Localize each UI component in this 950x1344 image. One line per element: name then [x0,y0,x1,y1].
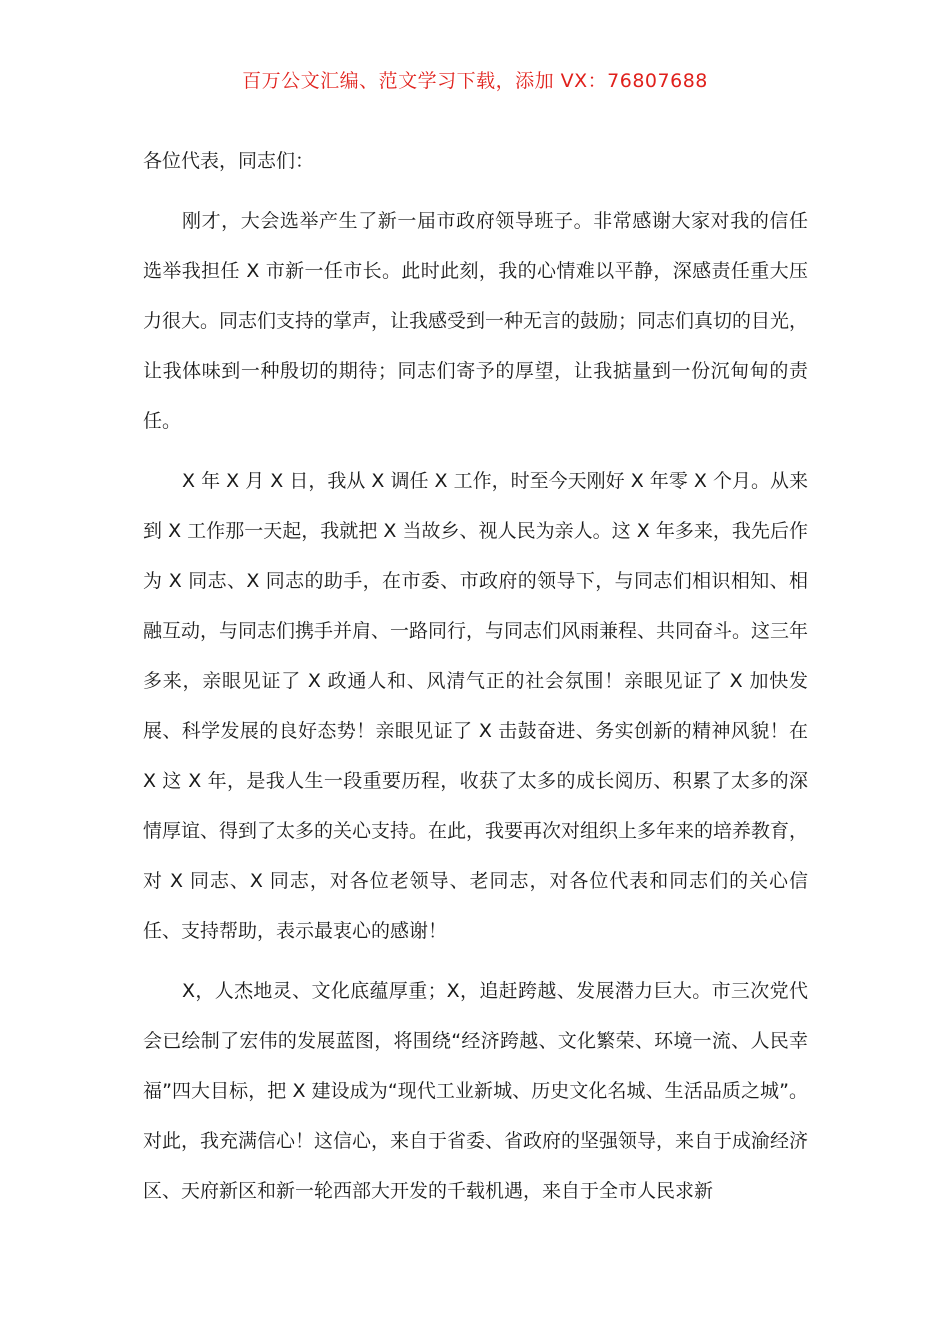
document-body [143,136,808,1226]
header-notice: 百万公文汇编、范文学习下载，添加 VX：76807688 [242,70,708,92]
paragraph-3: X，人杰地灵、文化底蕴厚重；X，追赶跨越、发展潜力巨大。市三次党代会已绘制了宏伟的发展蓝图，将围绕“经济跨越、文化繁荣、环境一流、人民幸福”四大目标，把 X 建设成为“现代工业新城、历史文化名城、生活品质之城”。对此，我充满信心！这信心，来自于省委、省政府的坚强领导，来自于成渝经济区、天府新区和新一轮西部大开发的千载机遇，来自于全市人民求新 [143,980,809,1202]
paragraph-2: X 年 X 月 X 日，我从 X 调任 X 工作，时至今天刚好 X 年零 X 个月。从来到 X 工作那一天起，我就把 X 当故乡、视人民为亲人。这 X 年多来，我先后作为 X 同志、X 同志的助手，在市委、市政府的领导下，与同志们相识相知、相融互动，与同志们携手并肩、一路同行，与同志们风雨兼程、共同奋斗。这三年多来，亲眼见证了 X 政通人和、风清气正的社会氛围！亲眼见证了 X 加快发展、科学发展的良好态势！亲眼见证了 X 击鼓奋进、务实创新的精神风貌！在 X 这 X 年，是我人生一段重要历程，收获了太多的成长阅历、积累了太多的深情厚谊、得到了太多的关心支持。在此，我要再次对组织上多年来的培养教育，对 X 同志、X 同志，对各位老领导、老同志，对各位代表和同志们的关心信任、支持帮助，表示最衷心的感谢！ [143,470,809,942]
paragraph-1: 刚才，大会选举产生了新一届市政府领导班子。非常感谢大家对我的信任选举我担任 X 市新一任市长。此时此刻，我的心情难以平静，深感责任重大压力很大。同志们支持的掌声，让我感受到一种无言的鼓励；同志们真切的目光，让我体味到一种殷切的期待；同志们寄予的厚望，让我掂量到一份沉甸甸的责任。 [143,210,809,432]
salutation: 各位代表，同志们： [143,150,315,172]
